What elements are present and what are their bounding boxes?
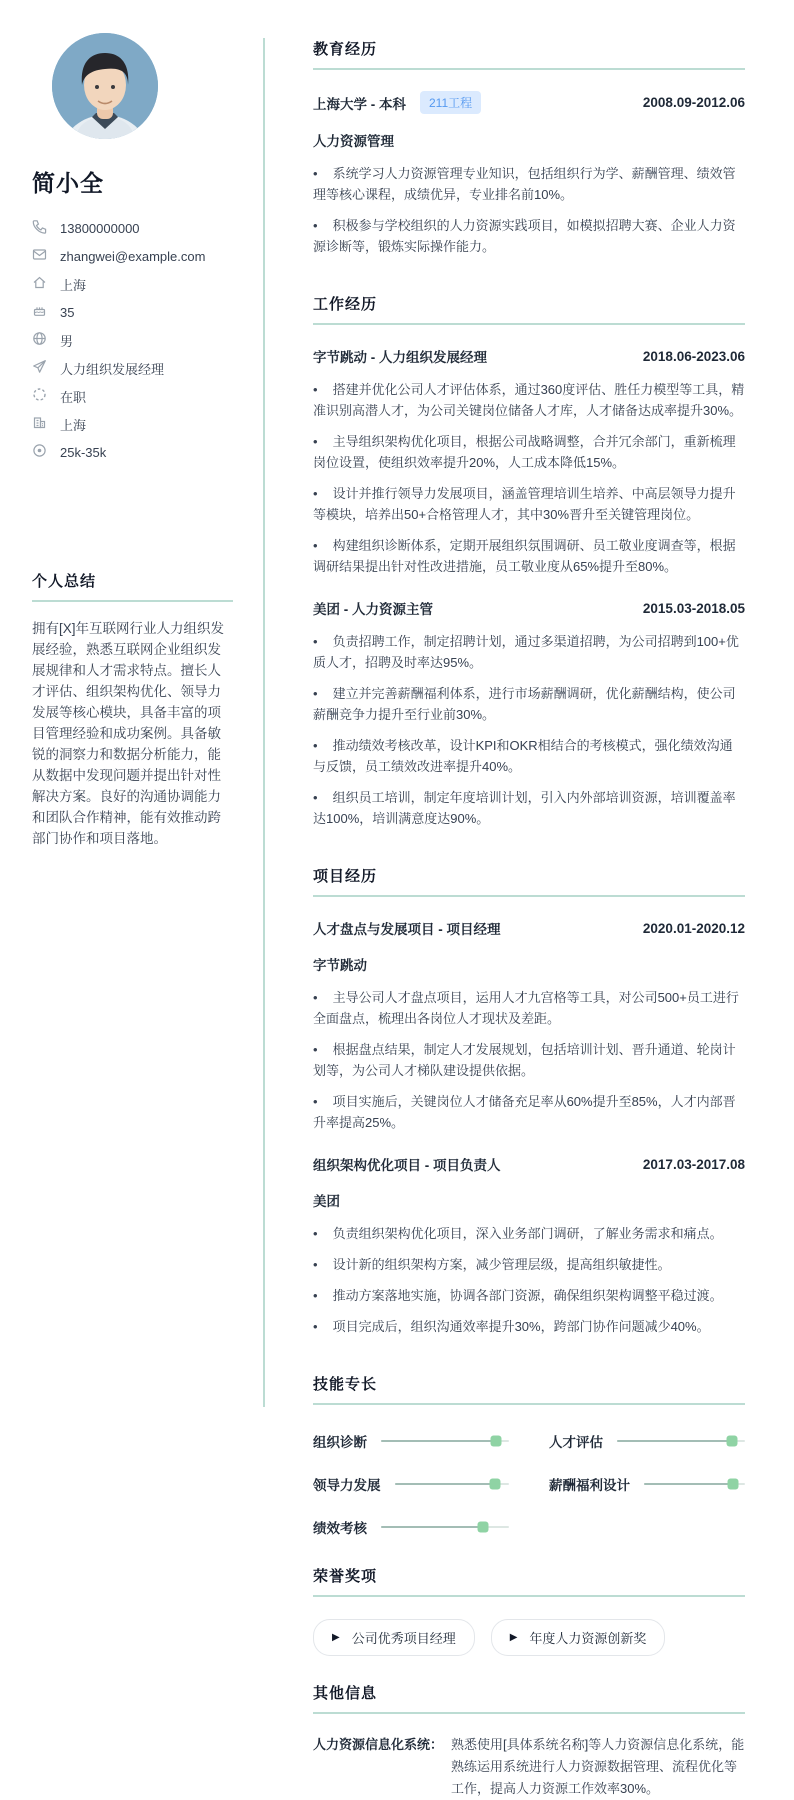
skill-slider [644,1483,745,1485]
sidebar [32,33,233,849]
bullet-dot: • [313,166,318,181]
bullet-text: 系统学习人力资源管理专业知识，包括组织行为学、薪酬管理、绩效管理等核心课程，成绩优异，专业排名前10%。 [313,166,736,202]
education-entry-head [313,91,745,114]
skill-slider [381,1526,509,1528]
projects-title: 项目经历 [313,865,745,897]
education-title: 教育经历 [313,38,745,70]
play-icon: ▶ [332,1631,340,1643]
bullet-item [313,535,745,577]
summary-title: 个人总结 [32,570,233,602]
skill-row [313,1474,509,1494]
other-text: 熟悉使用[具体系统名称]等人力资源信息化系统，能熟练运用系统进行人力资源数据管理、流程优化等工作，提高人力资源工作效率30%。 [451,1737,745,1796]
contact-value: 上海 [60,417,87,433]
bullet-text: 积极参与学校组织的人力资源实践项目，如模拟招聘大赛、企业人力资源诊断等，锻炼实际操作能力。 [313,218,736,254]
education-date: 2008.09-2012.06 [642,95,745,110]
main-content [313,38,745,1800]
bullet-item [313,1285,745,1306]
education-section [313,38,745,257]
work-date: 2018.06-2023.06 [642,348,745,364]
skill-label: 领导力发展 [313,1478,381,1493]
project-date: 2017.03-2017.08 [642,1156,745,1172]
avatar-photo [52,33,158,139]
work-company-role: 美团 - 人力资源主管 [313,602,433,617]
project-company: 字节跳动 [313,958,367,973]
awards-list [313,1619,745,1656]
bullet-text: 项目完成后，组织沟通效率提升30%，跨部门协作问题减少40%。 [332,1319,710,1334]
bullet-text: 组织员工培训，制定年度培训计划，引入内外部培训资源，培训覆盖率达100%，培训满意度达90%。 [313,790,736,826]
work-company-role: 字节跳动 - 人力组织发展经理 [313,350,487,365]
bullet-text: 推动方案落地实施，协调各部门资源，确保组织架构调整平稳过渡。 [332,1288,723,1303]
bullet-text: 建立并完善薪酬福利体系，进行市场薪酬调研，优化薪酬结构，使公司薪酬竞争力提升至行业前30%。 [313,686,736,722]
cake-icon [32,303,47,321]
bullet-dot: • [313,218,318,233]
skill-slider-handle[interactable] [727,1436,738,1447]
bullet-text: 主导组织架构优化项目，根据公司战略调整，合并冗余部门，重新梳理岗位设置，使组织效率提升20%，人工成本降低15%。 [313,434,736,470]
skill-fill [644,1483,733,1485]
summary-section [32,570,233,849]
bullet-text: 设计并推行领导力发展项目，涵盖管理培训生培养、中高层领导力提升等模块，培养出50+合格管理人才，其中30%晋升至关键管理岗位。 [313,486,736,522]
bullet-item [313,1254,745,1275]
bullet-dot: • [313,990,318,1005]
skill-slider-handle[interactable] [490,1479,501,1490]
contact-email [32,242,233,270]
bullet-dot: • [313,790,318,805]
bullet-dot: • [313,382,318,397]
target-icon [32,443,47,461]
work-bullets [313,631,745,829]
skill-label: 人才评估 [549,1435,603,1450]
bullet-item [313,1091,745,1133]
bullet-item [313,987,745,1029]
contact-job-intention [32,354,233,382]
contact-salary [32,438,233,466]
contact-list [32,214,233,466]
skill-slider [617,1440,745,1442]
other-section [313,1682,745,1800]
home-icon [32,275,47,293]
skill-label: 薪酬福利设计 [549,1478,630,1493]
contact-value: 35 [60,304,75,320]
awards-section [313,1565,745,1656]
work-title: 工作经历 [313,293,745,325]
award-pill[interactable] [491,1619,666,1656]
bullet-item [313,1039,745,1081]
bullet-text: 主导公司人才盘点项目，运用人才九宫格等工具，对公司500+员工进行全面盘点，梳理出各岗位人才现状及差距。 [313,990,739,1026]
bullet-item [313,483,745,525]
bullet-text: 负责组织架构优化项目，深入业务部门调研，了解业务需求和痛点。 [332,1226,723,1241]
bullet-dot: • [313,538,318,553]
contact-phone [32,214,233,242]
bullet-dot: • [313,1226,318,1241]
contact-value: 人力组织发展经理 [60,361,165,377]
bullet-text: 搭建并优化公司人才评估体系，通过360度评估、胜任力模型等工具，精准识别高潜人才，为公司关键岗位储备人才库，人才储备达成率提升30%。 [313,382,745,418]
skill-slider [395,1483,510,1485]
contact-gender [32,326,233,354]
bullet-dot: • [313,434,318,449]
phone-icon [32,219,47,237]
contact-value: 上海 [60,277,87,293]
skill-slider-handle[interactable] [491,1436,502,1447]
skills-title: 技能专长 [313,1373,745,1405]
contact-value: 在职 [60,389,87,405]
bullet-dot: • [313,686,318,701]
bullet-dot: • [313,1257,318,1272]
contact-value: 13800000000 [60,220,140,236]
bullet-text: 项目实施后，关键岗位人才储备充足率从60%提升至85%，人才内部晋升率提高25%。 [313,1094,736,1130]
school-degree: 上海大学 - 本科 [313,96,406,112]
work-date: 2015.03-2018.05 [642,600,745,616]
bullet-item [313,1223,745,1244]
bullet-item [313,631,745,673]
building-icon [32,415,47,433]
skill-row [313,1431,509,1451]
awards-title: 荣誉奖项 [313,1565,745,1597]
skill-fill [395,1483,496,1485]
skill-fill [381,1440,496,1442]
contact-location [32,270,233,298]
contact-age [32,298,233,326]
contact-value: zhangwei@example.com [60,248,206,264]
project-date: 2020.01-2020.12 [642,920,745,936]
school-badge: 211工程 [420,91,481,114]
contact-value: 25k-35k [60,444,107,460]
skill-label: 组织诊断 [313,1435,367,1450]
play-icon: ▶ [509,1631,518,1643]
bullet-dot: • [313,738,318,753]
sidebar-main-divider [263,38,265,1407]
major: 人力资源管理 [313,134,394,149]
skill-row [549,1474,745,1494]
contact-status [32,382,233,410]
award-pill[interactable] [313,1619,475,1656]
project-name-role: 组织架构优化项目 - 项目负责人 [313,1158,501,1173]
project-entry-head [313,1154,745,1174]
work-bullets [313,379,745,577]
bullet-dot: • [313,1288,318,1303]
avatar [52,33,158,139]
award-label: 年度人力资源创新奖 [529,1631,647,1646]
skills-grid [313,1431,745,1537]
skill-slider [381,1440,509,1442]
bullet-text: 推动绩效考核改革，设计KPI和OKR相结合的考核模式，强化绩效沟通与反馈，员工绩效改进率提升40%。 [313,738,733,774]
other-label: 人力资源信息化系统： [313,1737,444,1752]
bullet-dot: • [313,486,318,501]
project-entry-head [313,918,745,938]
gender-icon [32,331,47,349]
work-entry-head [313,598,745,618]
contact-city [32,410,233,438]
status-icon [32,387,47,405]
bullet-item [313,215,745,257]
skill-slider-handle[interactable] [478,1522,489,1533]
skill-slider-handle[interactable] [727,1479,738,1490]
bullet-dot: • [313,634,318,649]
mail-icon [32,247,47,265]
bullet-dot: • [313,1319,318,1334]
bullet-item [313,163,745,205]
bullet-item [313,735,745,777]
skill-fill [381,1526,483,1528]
projects-section [313,865,745,1337]
work-entry-head [313,346,745,366]
project-bullets [313,987,745,1133]
skill-label: 绩效考核 [313,1521,367,1536]
project-bullets [313,1223,745,1337]
project-company: 美团 [313,1194,340,1209]
bullet-dot: • [313,1094,318,1109]
bullet-item [313,683,745,725]
education-bullets [313,163,745,257]
bullet-item [313,1316,745,1337]
award-label: 公司优秀项目经理 [351,1631,456,1646]
candidate-name: 简小全 [32,170,104,196]
bullet-text: 构建组织诊断体系，定期开展组织氛围调研、员工敬业度调查等，根据调研结果提出针对性改进措施，员工敬业度从65%提升至80%。 [313,538,736,574]
skills-section [313,1373,745,1537]
summary-text: 拥有[X]年互联网行业人力组织发展经验，熟悉互联网企业组织发展规律和人才需求特点。擅长人才评估、组织架构优化、领导力发展等核心模块，具备丰富的项目管理经验和成功案例。具备敏锐的洞察力和数据分析能力，能从数据中发现问题并提出针对性解决方案。良好的沟通协调能力和团队合作精神，能有效推动跨部门协作和项目落地。 [32,621,225,846]
skill-row [549,1431,745,1451]
skill-row [313,1517,509,1537]
skill-fill [617,1440,732,1442]
contact-value: 男 [60,333,74,349]
bullet-item [313,379,745,421]
bullet-text: 设计新的组织架构方案，减少管理层级，提高组织敏捷性。 [332,1257,671,1272]
send-icon [32,359,47,377]
bullet-item [313,431,745,473]
other-title: 其他信息 [313,1682,745,1714]
work-section [313,293,745,829]
bullet-text: 负责招聘工作，制定招聘计划，通过多渠道招聘，为公司招聘到100+优质人才，招聘及时率达95%。 [313,634,739,670]
bullet-dot: • [313,1042,318,1057]
project-name-role: 人才盘点与发展项目 - 项目经理 [313,922,501,937]
other-info-row [313,1734,745,1800]
bullet-item [313,787,745,829]
bullet-text: 根据盘点结果，制定人才发展规划，包括培训计划、晋升通道、轮岗计划等，为公司人才梯队建设提供依据。 [313,1042,736,1078]
